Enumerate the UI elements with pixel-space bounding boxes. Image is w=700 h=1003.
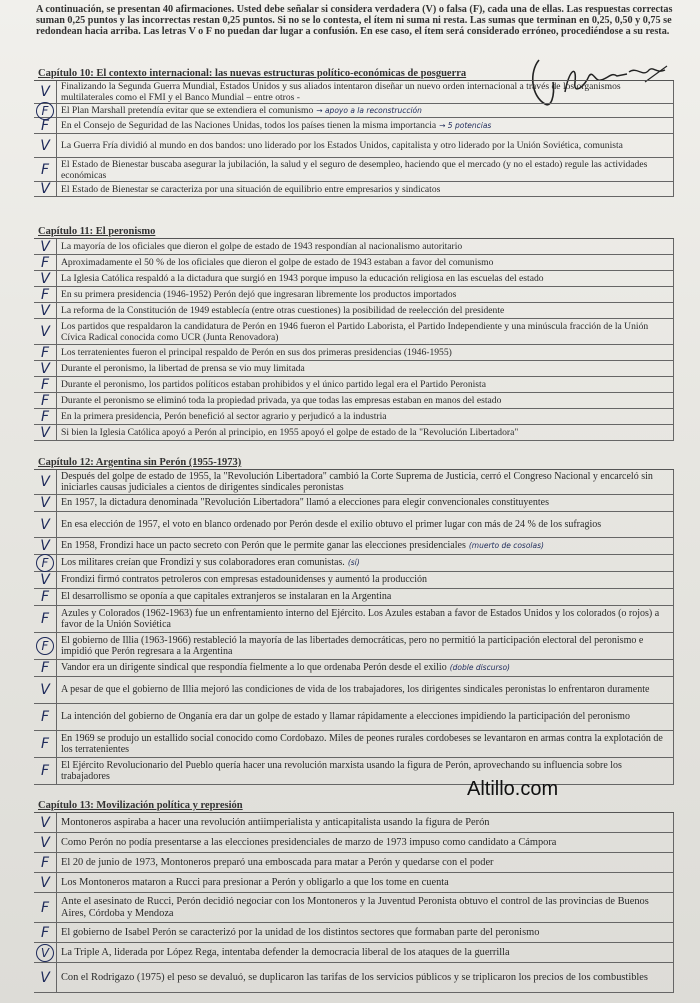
statement-row [34, 425, 674, 441]
statement-row [34, 158, 674, 182]
statement-row [34, 538, 674, 555]
statement-text: Los partidos que respaldaron la candidatura de Perón en 1946 fueron el Partido Laborista, el Partido Independiente y una minúscula fracción de la Unión Cívica Radical conocida como UCR (Junta Renovadora) [57, 319, 674, 344]
statement-row [34, 660, 674, 677]
statement-text: Como Perón no podía presentarse a las elecciones presidenciales de marzo de 1973 impuso como candidato a Cámpora [57, 833, 674, 852]
statement-text: Si bien la Iglesia Católica apoyó a Perón al principio, en 1955 apoyó el golpe de estado de la "Revolución Libertadora" [57, 425, 674, 440]
statement-row [34, 923, 674, 943]
statement-row [34, 470, 674, 495]
answer-mark: F [34, 633, 57, 659]
statement-row [34, 606, 674, 633]
answer-mark: V [34, 538, 57, 554]
statement-text: Con el Rodrigazo (1975) el peso se devaluó, se duplicaron las tarifas de los servicios públicos y se triplicaron los precios de los combustibles [57, 963, 674, 992]
chapter-10 [34, 68, 674, 197]
handwritten-note: (sí) [347, 558, 360, 568]
answer-mark: F [34, 393, 57, 408]
statement-text: El gobierno de Illia (1963-1966) restableció la mayoría de las libertades democráticas, pero no permitió la participación electoral del peronismo e impidió que Perón regresara a la Argentina [57, 633, 674, 659]
chapter-13 [34, 800, 674, 993]
statement-text: El gobierno de Isabel Perón se caracterizó por la unidad de los distintos sectores que formaban parte del peronismo [57, 923, 674, 942]
answer-mark: V [34, 182, 57, 196]
answer-mark: V [34, 425, 57, 440]
statement-row [34, 255, 674, 271]
statement-row [34, 555, 674, 572]
instructions-paragraph: A continuación, se presentan 40 afirmaciones. Usted debe señalar si considera verdadera (V) o falsa (F), cada una de ellas. Las respuestas correctas suman 0,25 puntos y las incorrectas restan 0,25 puntos. Si no se lo contesta, el ítem ni suma ni resta. Las sumas que terminan en 0,25, 0,50 y 0,75 se redondean hacia arriba. Las letras V o F no puedan dar lugar a confusión. En ese caso, el ítem será considerado erróneo, procediéndose a su resta. [36, 4, 673, 38]
answer-mark: V [34, 239, 57, 254]
answer-mark: F [34, 158, 57, 181]
answer-mark: F [34, 118, 57, 133]
statement-row [34, 572, 674, 589]
answer-mark: V [34, 512, 57, 537]
statement-row [34, 271, 674, 287]
answer-mark: F [34, 255, 57, 270]
answer-mark: V [34, 833, 57, 852]
statement-text: El 20 de junio de 1973, Montoneros preparó una emboscada para matar a Perón y quedarse con el poder [57, 853, 674, 872]
chapter-title: Capítulo 11: El peronismo [38, 226, 156, 237]
statement-row [34, 361, 674, 377]
answer-mark: F [34, 589, 57, 605]
answer-mark: V [34, 873, 57, 892]
statement-text: Azules y Colorados (1962-1963) fue un enfrentamiento interno del Ejército. Los Azules estaban a favor de Estados Unidos y los colorados (o rojos) a favor de la Unión Soviética [57, 606, 674, 632]
statement-row [34, 303, 674, 319]
statement-text: Después del golpe de estado de 1955, la "Revolución Libertadora" cambió la Corte Suprema de Justicia, cerró el Congreso Nacional y encarceló sin iniciarles causas judiciales a cientos de dirigentes sindicales peronistas [57, 470, 674, 494]
chapter-11 [34, 226, 674, 441]
statement-text: En 1969 se produjo un estallido social conocido como Cordobazo. Miles de peones rurales cordobeses se levantaron en armas contra la explotación de los terratenientes [57, 731, 674, 757]
answer-mark: F [34, 555, 57, 571]
answer-mark: F [34, 409, 57, 424]
statement-row [34, 963, 674, 993]
answer-mark: F [34, 758, 57, 784]
answer-mark: F [34, 893, 57, 922]
statement-text: El Estado de Bienestar se caracteriza por una situación de equilibrio entre empresarios y sindicatos [57, 182, 674, 196]
statement-row [34, 758, 674, 785]
statement-text: La intención del gobierno de Onganía era dar un golpe de estado y llamar rápidamente a elecciones impidiendo la participación del peronismo [57, 704, 674, 730]
answer-mark: V [34, 303, 57, 318]
statement-text: Finalizando la Segunda Guerra Mundial, Estados Unidos y sus aliados intentaron diseñar un nuevo orden internacional a través de los organismos multilaterales como el FMI y el Banco Mundial – entre otros - [57, 81, 674, 103]
answer-mark: V [34, 319, 57, 344]
handwritten-note: → apoyo a la reconstrucción [316, 106, 422, 115]
chapter-title: Capítulo 13: Movilización política y represión [38, 800, 243, 811]
statement-table [34, 469, 674, 785]
statement-text: La mayoría de los oficiales que dieron el golpe de estado de 1943 respondían al nacionalismo autoritario [57, 239, 674, 254]
chapter-12 [34, 457, 674, 785]
statement-row [34, 731, 674, 758]
statement-row [34, 345, 674, 361]
statement-row [34, 134, 674, 158]
statement-text: Vandor era un dirigente sindical que respondía fielmente a lo que ordenaba Perón desde el exilio (doble discurso) [57, 660, 674, 676]
answer-mark: V [34, 470, 57, 494]
statement-text: Durante el peronismo, los partidos políticos estaban prohibidos y el único partido legal era el Partido Peronista [57, 377, 674, 392]
answer-mark: F [34, 377, 57, 392]
statement-text: Ante el asesinato de Rucci, Perón decidió negociar con los Montoneros y la Juventud Peronista obtuvo el control de las provincias de Buenos Aires, Córdoba y Mendoza [57, 893, 674, 922]
handwritten-note: (doble discurso) [449, 663, 510, 673]
answer-mark: F [34, 345, 57, 360]
handwritten-note: → 5 potencias [439, 121, 492, 130]
chapter-title: Capítulo 12: Argentina sin Perón (1955-1973) [38, 457, 242, 468]
statement-text: La Iglesia Católica respaldó a la dictadura que surgió en 1943 porque impuso la educación religiosa en las escuelas del estado [57, 271, 674, 286]
statement-table [34, 238, 674, 441]
answer-mark: V [34, 271, 57, 286]
statement-row [34, 377, 674, 393]
statement-text: Los terratenientes fueron el principal respaldo de Perón en sus dos primeras presidencias (1946-1955) [57, 345, 674, 360]
statement-row [34, 704, 674, 731]
statement-row [34, 833, 674, 853]
statement-row [34, 893, 674, 923]
answer-mark: V [34, 134, 57, 157]
statement-text: El Estado de Bienestar buscaba asegurar la jubilación, la salud y el seguro de desempleo, haciendo que el mercado (y no el estado) regule las actividades económicas [57, 158, 674, 181]
answer-mark: V [34, 677, 57, 703]
statement-text: En 1957, la dictadura denominada "Revolución Libertadora" llamó a elecciones para elegir convencionales constituyentes [57, 495, 674, 511]
answer-mark: V [34, 81, 57, 103]
watermark-logo: Altillo.com [467, 778, 559, 800]
statement-row [34, 677, 674, 704]
answer-mark: V [34, 361, 57, 376]
statement-row [34, 589, 674, 606]
statement-text: Montoneros aspiraba a hacer una revolución antiimperialista y anticapitalista usando la figura de Perón [57, 813, 674, 832]
statement-row [34, 287, 674, 303]
answer-mark: F [34, 923, 57, 942]
statement-row [34, 393, 674, 409]
statement-row [34, 495, 674, 512]
statement-row [34, 81, 674, 104]
answer-mark: V [34, 572, 57, 588]
answer-mark: V [34, 495, 57, 511]
answer-mark: V [34, 943, 57, 962]
statement-text: En 1958, Frondizi hace un pacto secreto con Perón que le permite ganar las elecciones presidenciales (muerto de cosolas) [57, 538, 674, 554]
chapter-title: Capítulo 10: El contexto internacional: las nuevas estructuras político-económicas de posguerra [38, 68, 467, 79]
answer-mark: V [34, 963, 57, 992]
statement-text: En esa elección de 1957, el voto en blanco ordenado por Perón desde el exilio obtuvo el primer lugar con más de 24 % de los sufragios [57, 512, 674, 537]
statement-text: Los militares creían que Frondizi y sus colaboradores eran comunistas. (sí) [57, 555, 674, 571]
statement-text: En su primera presidencia (1946-1952) Perón dejó que ingresaran libremente los productos importados [57, 287, 674, 302]
statement-text: El desarrollismo se oponía a que capitales extranjeros se instalaran en la Argentina [57, 589, 674, 605]
statement-row [34, 409, 674, 425]
statement-row [34, 104, 674, 118]
statement-row [34, 182, 674, 197]
statement-text: Los Montoneros mataron a Rucci para presionar a Perón y obligarlo a que los tome en cuenta [57, 873, 674, 892]
answer-mark: F [34, 853, 57, 872]
statement-text: En la primera presidencia, Perón benefició al sector agrario y perjudicó a la industria [57, 409, 674, 424]
statement-table [34, 80, 674, 197]
answer-mark: F [34, 704, 57, 730]
statement-table [34, 812, 674, 993]
answer-mark: F [34, 606, 57, 632]
statement-text: El Ejército Revolucionario del Pueblo quería hacer una revolución marxista usando la figura de Perón, aprovechando su influencia sobre los trabajadores [57, 758, 674, 784]
statement-text: Durante el peronismo se eliminó toda la propiedad privada, ya que todas las empresas estaban en manos del estado [57, 393, 674, 408]
statement-text: Aproximadamente el 50 % de los oficiales que dieron el golpe de estado de 1943 estaban a favor del comunismo [57, 255, 674, 270]
statement-text: El Plan Marshall pretendía evitar que se extendiera el comunismo → apoyo a la reconstrucción [57, 104, 674, 117]
answer-mark: F [34, 287, 57, 302]
statement-text: La reforma de la Constitución de 1949 establecía (entre otras cuestiones) la posibilidad de reelección del presidente [57, 303, 674, 318]
answer-mark: F [34, 731, 57, 757]
statement-row [34, 943, 674, 963]
statement-text: A pesar de que el gobierno de Illia mejoró las condiciones de vida de los trabajadores, los dirigentes sindicales peronistas lo enfrentaron duramente [57, 677, 674, 703]
statement-row [34, 853, 674, 873]
answer-mark: F [34, 104, 57, 117]
statement-row [34, 512, 674, 538]
statement-text: Durante el peronismo, la libertad de prensa se vio muy limitada [57, 361, 674, 376]
statement-text: La Guerra Fría dividió al mundo en dos bandos: uno liderado por los Estados Unidos, capitalista y otro liderado por la Unión Soviética, comunista [57, 134, 674, 157]
statement-row [34, 813, 674, 833]
statement-text: En el Consejo de Seguridad de las Naciones Unidas, todos los países tienen la misma importancia → 5 potencias [57, 118, 674, 133]
statement-row [34, 633, 674, 660]
statement-row [34, 319, 674, 345]
statement-row [34, 873, 674, 893]
statement-row [34, 239, 674, 255]
statement-row [34, 118, 674, 134]
handwritten-note: (muerto de cosolas) [468, 541, 544, 551]
statement-text: Frondizi firmó contratos petroleros con empresas estadounidenses y aumentó la producción [57, 572, 674, 588]
answer-mark: F [34, 660, 57, 676]
statement-text: La Triple A, liderada por López Rega, intentaba defender la democracia liberal de los ataques de la guerrilla [57, 943, 674, 962]
answer-mark: V [34, 813, 57, 832]
